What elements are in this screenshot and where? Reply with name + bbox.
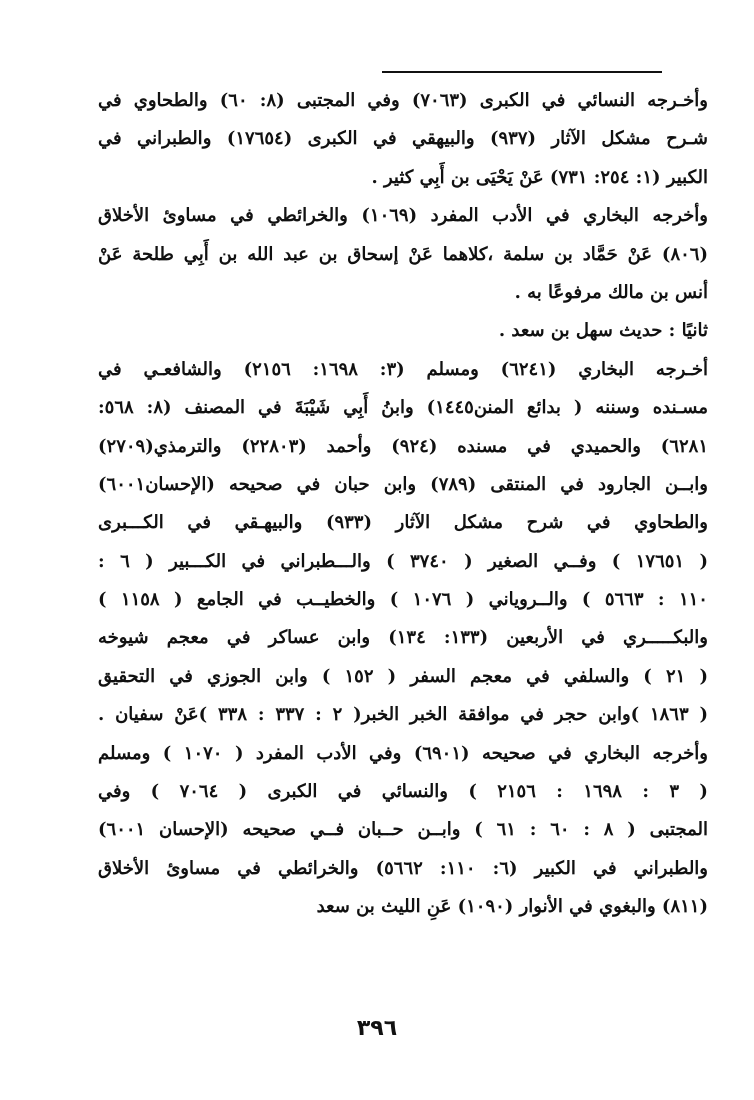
text-line: (٨٠٦) عَنْ حَمَّاد بن سلمة ،كلاهما عَنْ إسحاق بن عبد الله بن أَبِي طلحة عَنْ	[98, 243, 708, 265]
text-line: شـرح مشكل الآثار (٩٣٧) والبيهقي في الكبرى (١٧٦٥٤) والطبراني في	[98, 128, 708, 150]
text-line: والطحاوي في شرح مشكل الآثار (٩٣٣) والبيهـقي في الكـــبرى	[98, 512, 708, 534]
text-line: والطبراني في الكبير (٦: ١١٠: ٥٦٦٢) والخرائطي في مساوئ الأخلاق	[98, 857, 708, 879]
text-line: ٦٢٨١) والحميدي في مسنده (٩٢٤) وأحمد (٢٢٨٠٣) والترمذي(٢٧٠٩)	[98, 435, 708, 457]
text-line: (٨١١) والبغوي في الأنوار (١٠٩٠) عَنِ الليث بن سعد	[316, 896, 708, 918]
text-line: ( ١٧٦٥١ ) وفــي الصغير ( ٣٧٤٠ ) والـــطبراني في الكـــبير ( ٦ :	[98, 550, 708, 572]
text-line: أخـرجه البخاري (٦٢٤١) ومسلم (٣: ١٦٩٨: ٢١٥٦) والشافعـي في	[98, 358, 708, 380]
text-line: ( ٣ : ١٦٩٨ : ٢١٥٦ ) والنسائي في الكبرى ( ٧٠٦٤ ) وفي	[98, 781, 708, 803]
footnote-text-block	[98, 82, 708, 927]
text-line: مسـنده وسننه ( بدائع المنن١٤٤٥) وابنُ أَبِي شَيْبَةَ في المصنف (٨: ٥٦٨:	[98, 397, 708, 419]
text-line: والبكـــــري في الأربعين (١٣٣: ١٣٤) وابن عساكر في معجم شيوخه	[98, 627, 708, 649]
text-line: الكبير (١: ٢٥٤: ٧٣١) عَنْ يَحْيَى بن أَبِي كثير .	[371, 166, 708, 188]
text-line: أنس بن مالك مرفوعًا به .	[514, 281, 708, 303]
page-number: ٣٩٦	[356, 1016, 398, 1041]
text-line: وابــن الجارود في المنتقى (٧٨٩) وابن حبان في صحيحه (الإحسان٦٠٠١)	[98, 473, 708, 495]
text-line: ١١٠ : ٥٦٦٣ ) والــروياني ( ١٠٧٦ ) والخطيــب في الجامع ( ١١٥٨ )	[98, 589, 708, 611]
text-line: ( ١٨٦٣ )وابن حجر في موافقة الخبر الخبر( ٢ : ٣٣٧ : ٣٣٨ )عَنْ سفيان .	[98, 704, 708, 726]
text-line: وأخرجه البخاري في الأدب المفرد (١٠٦٩) والخرائطي في مساوئ الأخلاق	[98, 205, 708, 227]
text-line: وأخرجه البخاري في صحيحه (٦٩٠١) وفي الأدب المفرد ( ١٠٧٠ ) ومسلم	[98, 742, 708, 764]
text-line: المجتبى ( ٨ : ٦٠ : ٦١ ) وابــن حــبان فــي صحيحه (الإحسان ٦٠٠١)	[98, 819, 708, 841]
footnote-separator-rule	[382, 71, 662, 73]
text-line: ( ٢١ ) والسلفي في معجم السفر ( ١٥٢ ) وابن الجوزي في التحقيق	[98, 665, 708, 687]
text-line: وأخـرجه النسائي في الكبرى (٧٠٦٣) وفي المجتبى (٨: ٦٠) والطحاوي في	[98, 90, 708, 111]
section-heading: ثانيًا : حديث سهل بن سعد .	[498, 320, 708, 342]
